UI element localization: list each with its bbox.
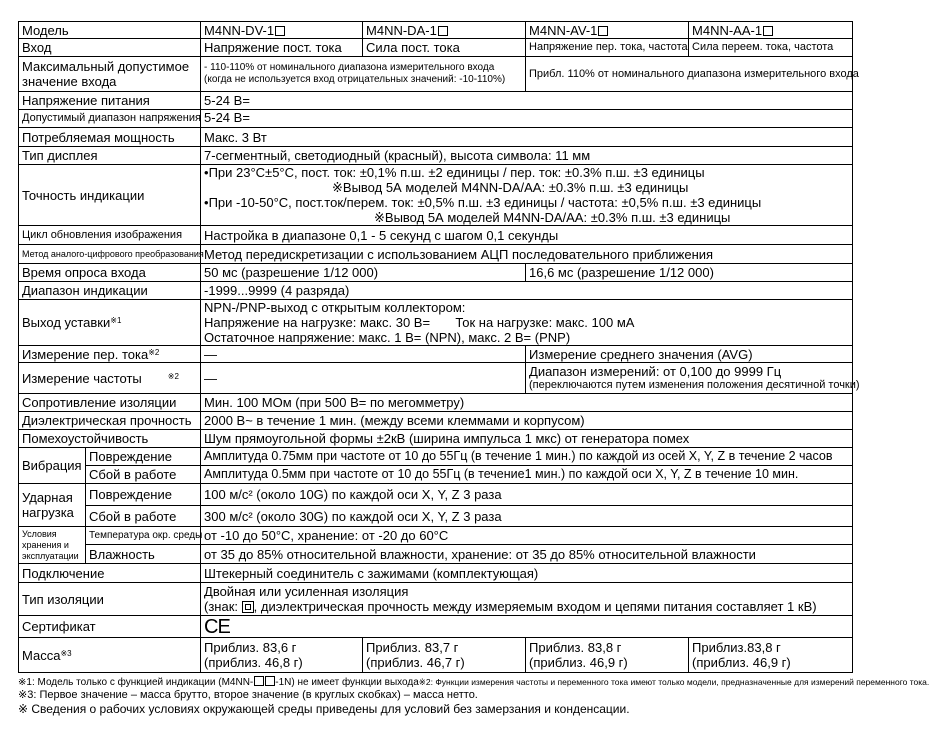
adc-label: Метод аналого-цифрового преобразования <box>19 245 201 264</box>
row-env-hum <box>19 545 853 564</box>
row-ac-measure <box>19 346 853 363</box>
row-dielectric <box>19 412 853 430</box>
footnotes <box>18 676 929 716</box>
row-connection <box>19 564 853 583</box>
supply-label: Напряжение питания <box>19 92 201 110</box>
vibration-damage-label: Повреждение <box>86 448 201 466</box>
accuracy-value <box>201 165 853 226</box>
insulation-value: Мин. 100 МОм (при 500 В= по мегомметру) <box>201 394 853 412</box>
sampling-ac: 16,6 мс (разрешение 1/12 000) <box>526 264 853 282</box>
env-temp-value: от -10 до 50°C, хранение: от -20 до 60°C <box>201 527 853 545</box>
placeholder-box-icon <box>438 26 448 36</box>
shock-fail-value: 300 м/с² (около 30G) по каждой оси X, Y, Z 3 раза <box>201 506 853 527</box>
mass-dv: Приблиз. 83,6 г (приблиз. 46,8 г) <box>201 638 363 673</box>
output-value: NPN-/PNP-выход с открытым коллектором: Напряжение на нагрузке: макс. 30 В= Ток на нагрузке: макс. 100 мА Остаточное напряжение: макс. 1 В= (NPN), макс. 2 В= (PNP) <box>201 300 853 346</box>
mass-aa: Приблиз.83,8 г (приблиз. 46,9 г) <box>689 638 853 673</box>
freq-range-note: (переключаются путем изменения положения десятичной точки) <box>529 379 860 391</box>
row-shock-fail <box>19 506 853 527</box>
input-aa: Сила переем. тока, частота <box>689 39 853 57</box>
mass-av: Приблиз. 83,8 г (приблиз. 46,9 г) <box>526 638 689 673</box>
placeholder-box-icon <box>275 26 285 36</box>
noise-label: Помехоустойчивость <box>19 430 201 448</box>
accuracy-label: Точность индикации <box>19 165 201 226</box>
row-sampling <box>19 264 853 282</box>
row-freq-measure <box>19 363 853 394</box>
placeholder-box-icon <box>254 676 264 686</box>
model-da: M4NN-DA-1 <box>363 22 526 39</box>
supply-range-value: 5-24 В= <box>201 110 853 128</box>
power-label: Потребляемая мощность <box>19 128 201 147</box>
sampling-dc: 50 мс (разрешение 1/12 000) <box>201 264 526 282</box>
mass-da: Приблиз. 83,7 г (приблиз. 46,7 г) <box>363 638 526 673</box>
row-shock-damage <box>19 484 853 506</box>
footnote-1: ※1: Модель только с функцией индикации (M4NN- -1N) не имеет функции выхода※2: Функции измерения частоты и переменного тока имеют только модели, предназначенные для измерений переменного тока. <box>18 677 929 688</box>
env-hum-value: от 35 до 85% относительной влажности, хранение: от 35 до 85% относительной влажности <box>201 545 853 564</box>
ac-measure-ac: Измерение среднего значения (AVG) <box>526 346 853 363</box>
placeholder-box-icon <box>265 676 275 686</box>
shock-label: Ударная нагрузка <box>19 484 86 527</box>
ce-mark-icon: CE <box>204 615 230 638</box>
row-certificate <box>19 616 853 638</box>
display-label: Тип дисплея <box>19 147 201 165</box>
freq-range: Диапазон измерений: от 0,100 до 9999 Гц <box>529 364 782 379</box>
supply-value: 5-24 В= <box>201 92 853 110</box>
supply-range-label: Допустимый диапазон напряжения <box>19 110 201 128</box>
refresh-value: Настройка в диапазоне 0,1 - 5 секунд с шагом 0,1 секунды <box>201 226 853 245</box>
row-refresh <box>19 226 853 245</box>
model-dv: M4NN-DV-1 <box>201 22 363 39</box>
row-adc <box>19 245 853 264</box>
max-input-dc: - 110-110% от номинального диапазона измерительного входа (когда не используется вход отрицательных значений: -10-110%) <box>201 57 526 92</box>
env-temp-label: Температура окр. среды <box>86 527 201 545</box>
row-supply-range <box>19 110 853 128</box>
vibration-fail-label: Сбой в работе <box>86 466 201 484</box>
certificate-label: Сертификат <box>19 616 201 638</box>
input-av: Напряжение пер. тока, частота <box>526 39 689 57</box>
row-vibration-damage <box>19 448 853 466</box>
vibration-damage-value: Амплитуда 0.75мм при частоте от 10 до 55Гц (в течение 1 мин.) по каждой из осей X, Y, Z в течение 2 часов <box>201 448 853 466</box>
connection-value: Штекерный соединитель с зажимами (комплектующая) <box>201 564 853 583</box>
row-insulation <box>19 394 853 412</box>
insulation-type-line-2: (знак: , диэлектрическая прочность между измеряемым входом и цепями питания составляет 1 кВ) <box>204 599 817 614</box>
max-input-label: Максимальный допустимое значение входа <box>19 57 201 92</box>
accuracy-line-4: ※Вывод 5А моделей M4NN-DA/AA: ±0.3% п.ш. ±3 единицы <box>374 210 731 225</box>
connection-label: Подключение <box>19 564 201 583</box>
row-vibration-fail <box>19 466 853 484</box>
row-output <box>19 300 853 346</box>
range-label: Диапазон индикации <box>19 282 201 300</box>
model-av: M4NN-AV-1 <box>526 22 689 39</box>
freq-measure-label: Измерение частоты $^{※2}$ <box>19 363 201 394</box>
mass-label: Масса$^{※3}$ <box>19 638 201 673</box>
insulation-type-line-1: Двойная или усиленная изоляция <box>204 584 409 599</box>
insulation-type-label: Тип изоляции <box>19 583 201 616</box>
row-mass <box>19 638 853 673</box>
accuracy-line-2: ※Вывод 5А моделей M4NN-DA/AA: ±0.3% п.ш. ±3 единицы <box>332 180 689 195</box>
dielectric-value: 2000 В~ в течение 1 мин. (между всеми клеммами и корпусом) <box>201 412 853 430</box>
accuracy-line-1: •При 23°C±5°C, пост. ток: ±0,1% п.ш. ±2 единицы / пер. ток: ±0.3% п.ш. ±3 единицы <box>204 165 705 180</box>
noise-value: Шум прямоугольной формы ±2кВ (ширина импульса 1 мкс) от генератора помех <box>201 430 853 448</box>
refresh-label: Цикл обновления изображения <box>19 226 201 245</box>
row-model <box>19 22 853 39</box>
env-hum-label: Влажность <box>86 545 201 564</box>
adc-value: Метод передискретизации с использованием АЦП последовательного приближения <box>201 245 853 264</box>
input-dv: Напряжение пост. тока <box>201 39 363 57</box>
footnote-3: ※3: Первое значение – масса брутто, второе значение (в круглых скобках) – масса нетто. <box>18 689 478 701</box>
freq-measure-ac <box>526 363 860 394</box>
accuracy-line-3: •При -10-50°C, пост.ток/перем. ток: ±0,5% п.ш. ±3 единицы / частота: ±0,5% п.ш. ±3 единицы <box>204 195 762 210</box>
model-aa: M4NN-AA-1 <box>689 22 853 39</box>
row-noise <box>19 430 853 448</box>
row-insulation-type <box>19 583 853 616</box>
row-display <box>19 147 853 165</box>
certificate-value <box>201 616 853 638</box>
vibration-fail-value: Амплитуда 0.5мм при частоте от 10 до 55Гц (в течение1 мин.) по каждой оси X, Y, Z в течение 10 мин. <box>201 466 853 484</box>
power-value: Макс. 3 Вт <box>201 128 853 147</box>
ac-measure-dc: — <box>201 346 526 363</box>
insulation-label: Сопротивление изоляции <box>19 394 201 412</box>
row-range <box>19 282 853 300</box>
placeholder-box-icon <box>598 26 608 36</box>
shock-damage-value: 100 м/с² (около 10G) по каждой оси X, Y, Z 3 раза <box>201 484 853 506</box>
row-env-temp <box>19 527 853 545</box>
footnote-env: ※ Сведения о рабочих условиях окружающей среды приведены для условий без замерзания и конденсации. <box>18 702 630 716</box>
max-input-ac: Прибл. 110% от номинального диапазона измерительного входа <box>526 57 853 92</box>
dielectric-label: Диэлектрическая прочность <box>19 412 201 430</box>
row-input <box>19 39 853 57</box>
row-power <box>19 128 853 147</box>
shock-fail-label: Сбой в работе <box>86 506 201 527</box>
sampling-label: Время опроса входа <box>19 264 201 282</box>
shock-damage-label: Повреждение <box>86 484 201 506</box>
input-da: Сила пост. тока <box>363 39 526 57</box>
environment-label: Условия хранения и эксплуатации <box>19 527 86 564</box>
input-label: Вход <box>19 39 201 57</box>
ac-measure-label: Измерение пер. тока$^{※2}$ <box>19 346 201 363</box>
model-label: Модель <box>19 22 201 39</box>
row-accuracy <box>19 165 853 226</box>
row-supply <box>19 92 853 110</box>
insulation-type-value <box>201 583 853 616</box>
freq-measure-dc: — <box>201 363 526 394</box>
vibration-label: Вибрация <box>19 448 86 484</box>
double-insulation-icon <box>242 601 254 613</box>
placeholder-box-icon <box>763 26 773 36</box>
spec-table <box>18 21 860 673</box>
display-value: 7-сегментный, светодиодный (красный), высота символа: 11 мм <box>201 147 853 165</box>
range-value: -1999...9999 (4 разряда) <box>201 282 853 300</box>
row-max-input <box>19 57 853 92</box>
output-label: Выход уставки$^{※1}$ <box>19 300 201 346</box>
